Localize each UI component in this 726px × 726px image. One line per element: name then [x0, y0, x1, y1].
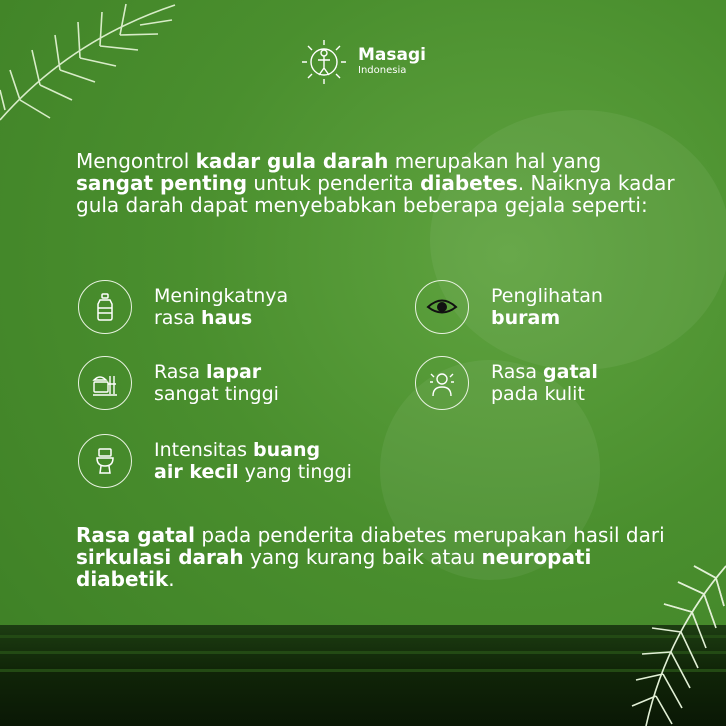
leaf-decoration-icon [606, 556, 726, 726]
outro-text: yang kurang baik atau [243, 545, 482, 569]
symptom-emphasis: gatal [543, 361, 598, 383]
outro-emphasis: sirkulasi darah [76, 545, 244, 569]
water-bottle-icon [78, 280, 132, 334]
intro-text: Mengontrol [76, 149, 196, 173]
brand-name: Masagi [358, 45, 426, 65]
intro-paragraph [76, 150, 676, 216]
symptom-emphasis: lapar [206, 361, 262, 383]
symptom-label [491, 361, 598, 405]
symptom-vision [415, 280, 603, 334]
symptom-thirst [78, 280, 288, 334]
symptom-text: sangat tinggi [154, 383, 279, 405]
outro-text: pada penderita diabetes merupakan hasil dari [194, 523, 665, 547]
outro-paragraph [76, 524, 676, 590]
symptom-emphasis: air kecil [154, 461, 239, 483]
symptom-text: Intensitas [154, 439, 254, 461]
brand-logo [300, 38, 426, 86]
toilet-icon [78, 434, 132, 488]
symptom-text: rasa [154, 307, 202, 329]
symptom-text: Rasa [491, 361, 544, 383]
symptom-label [154, 361, 279, 405]
intro-emphasis: diabetes [420, 171, 518, 195]
outro-text: . [168, 567, 175, 591]
intro-emphasis: sangat penting [76, 171, 248, 195]
food-icon [78, 356, 132, 410]
symptom-label [154, 285, 288, 329]
symptom-hunger [78, 356, 279, 410]
symptom-text: Penglihatan [491, 285, 603, 307]
intro-text: untuk penderita [247, 171, 421, 195]
brand-subtitle: Indonesia [358, 65, 407, 76]
intro-text: . Naiknya kadar gula darah dapat menyebabkan beberapa gejala seperti: [76, 171, 675, 217]
symptom-urination [78, 434, 352, 488]
itching-person-icon [415, 356, 469, 410]
symptom-text: Meningkatnya [154, 285, 289, 307]
leaf-decoration-icon [0, 0, 180, 140]
symptom-itch [415, 356, 598, 410]
symptom-emphasis: buang [253, 439, 321, 461]
symptom-emphasis: buram [491, 307, 561, 329]
symptom-label [154, 439, 352, 483]
masagi-logo-icon [300, 38, 348, 86]
symptom-text: Rasa [154, 361, 207, 383]
intro-emphasis: kadar gula darah [195, 149, 389, 173]
outro-emphasis: Rasa gatal [76, 523, 195, 547]
outro-emphasis: neuropati diabetik [76, 545, 592, 591]
symptom-text: pada kulit [491, 383, 585, 405]
symptom-label [491, 285, 603, 329]
eye-icon [415, 280, 469, 334]
symptom-text: yang tinggi [238, 461, 352, 483]
intro-text: merupakan hal yang [388, 149, 602, 173]
symptom-emphasis: haus [201, 307, 253, 329]
